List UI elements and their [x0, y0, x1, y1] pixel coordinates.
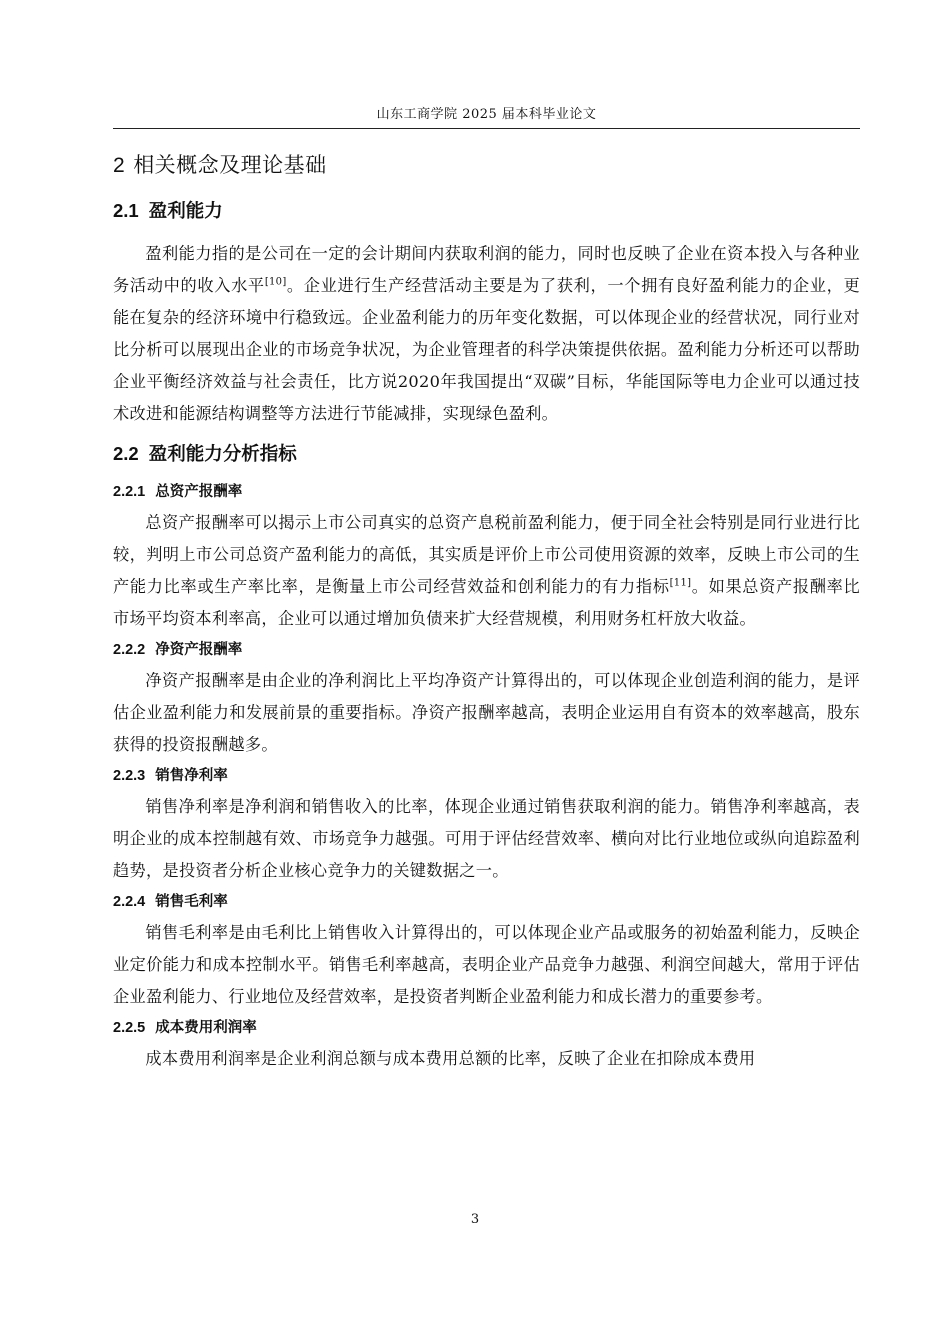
- page-number: 3: [470, 1212, 480, 1227]
- paragraph-text: 总资产报酬率可以揭示上市公司真实的总资产息税前盈利能力，便于同全社会特别是同行业进行比较，判明上市公司总资产盈利能力的高低，其实质是评价上市公司使用资源的效率，反映上市公司的生产能力比率或生产率比率，是衡量上市公司经营效益和创利能力的有力指标: [113, 513, 860, 596]
- subsection-number: 2.2.4: [113, 894, 146, 910]
- running-header: 山东工商学院 2025 届本科毕业论文: [376, 107, 597, 122]
- section-title: 盈利能力分析指标: [148, 444, 297, 465]
- section-heading-2-1: [113, 197, 860, 226]
- paragraph-text: 盈利能力指的是公司在一定的会计期间内获取利润的能力，同时也反映了企业在资本投入与各种业务活动中的收入水平: [113, 244, 860, 295]
- subsection-title: 净资产报酬率: [155, 642, 243, 658]
- subsection-heading-2-2-2: [113, 639, 860, 661]
- subsection-heading-2-2-3: [113, 765, 860, 787]
- paragraph-2-2-5: 成本费用利润率是企业利润总额与成本费用总额的比率，反映了企业在扣除成本费用: [145, 1049, 756, 1068]
- citation: [10]: [264, 276, 287, 288]
- section-heading-2-2: [113, 440, 860, 469]
- citation: [11]: [669, 577, 692, 589]
- chapter-heading: [113, 150, 860, 181]
- subsection-number: 2.2.1: [113, 484, 146, 500]
- section-number: 2.2: [113, 443, 139, 464]
- paragraph-text: 。如果总资产报酬率比市场平均资本利率高，企业可以通过增加负债来扩大经营规模，利用财务杠杆放大收益。: [113, 577, 860, 628]
- section-number: 2.1: [113, 200, 139, 221]
- paragraph-2-2-3: 销售净利率是净利润和销售收入的比率，体现企业通过销售获取利润的能力。销售净利率越高，表明企业的成本控制越有效、市场竞争力越强。可用于评估经营效率、横向对比行业地位或纵向追踪盈利趋势，是投资者分析企业核心竞争力的关键数据之一。: [113, 797, 860, 880]
- paragraph-2-2-4: 销售毛利率是由毛利比上销售收入计算得出的，可以体现企业产品或服务的初始盈利能力，反映企业定价能力和成本控制水平。销售毛利率越高，表明企业产品竞争力越强、利润空间越大，常用于评估企业盈利能力、行业地位及经营效率，是投资者判断企业盈利能力和成长潜力的重要参考。: [113, 923, 860, 1006]
- subsection-number: 2.2.2: [113, 642, 146, 658]
- paragraph-2-2-2: 净资产报酬率是由企业的净利润比上平均净资产计算得出的，可以体现企业创造利润的能力，是评估企业盈利能力和发展前景的重要指标。净资产报酬率越高，表明企业运用自有资本的效率越高，股东获得的投资报酬越多。: [113, 671, 860, 754]
- paragraph-text: 。企业进行生产经营活动主要是为了获利，一个拥有良好盈利能力的企业，更能在复杂的经济环境中行稳致远。企业盈利能力的历年变化数据，可以体现企业的经营状况，同行业对比分析可以展现出企业的市场竞争状况，为企业管理者的科学决策提供依据。盈利能力分析还可以帮助企业平衡经济效益与社会责任，比方说2020年我国提出“双碳”目标，华能国际等电力企业可以通过技术改进和能源结构调整等方法进行节能减排，实现绿色盈利。: [113, 276, 861, 423]
- paragraph-2-1: [113, 238, 860, 430]
- section-title: 盈利能力: [148, 201, 223, 222]
- header-rule: [113, 128, 860, 129]
- subsection-number: 2.2.5: [113, 1020, 146, 1036]
- subsection-heading-2-2-1: [113, 481, 860, 503]
- chapter-title: 相关概念及理论基础: [133, 153, 327, 177]
- subsection-title: 销售毛利率: [155, 894, 228, 910]
- subsection-title: 销售净利率: [155, 768, 228, 784]
- paragraph-2-2-1: [113, 507, 860, 635]
- subsection-title: 总资产报酬率: [155, 484, 243, 500]
- chapter-number: 2: [113, 154, 126, 177]
- subsection-heading-2-2-4: [113, 891, 860, 913]
- page-body: [113, 150, 860, 1075]
- subsection-number: 2.2.3: [113, 768, 146, 784]
- subsection-heading-2-2-5: [113, 1017, 860, 1039]
- subsection-title: 成本费用利润率: [155, 1020, 257, 1036]
